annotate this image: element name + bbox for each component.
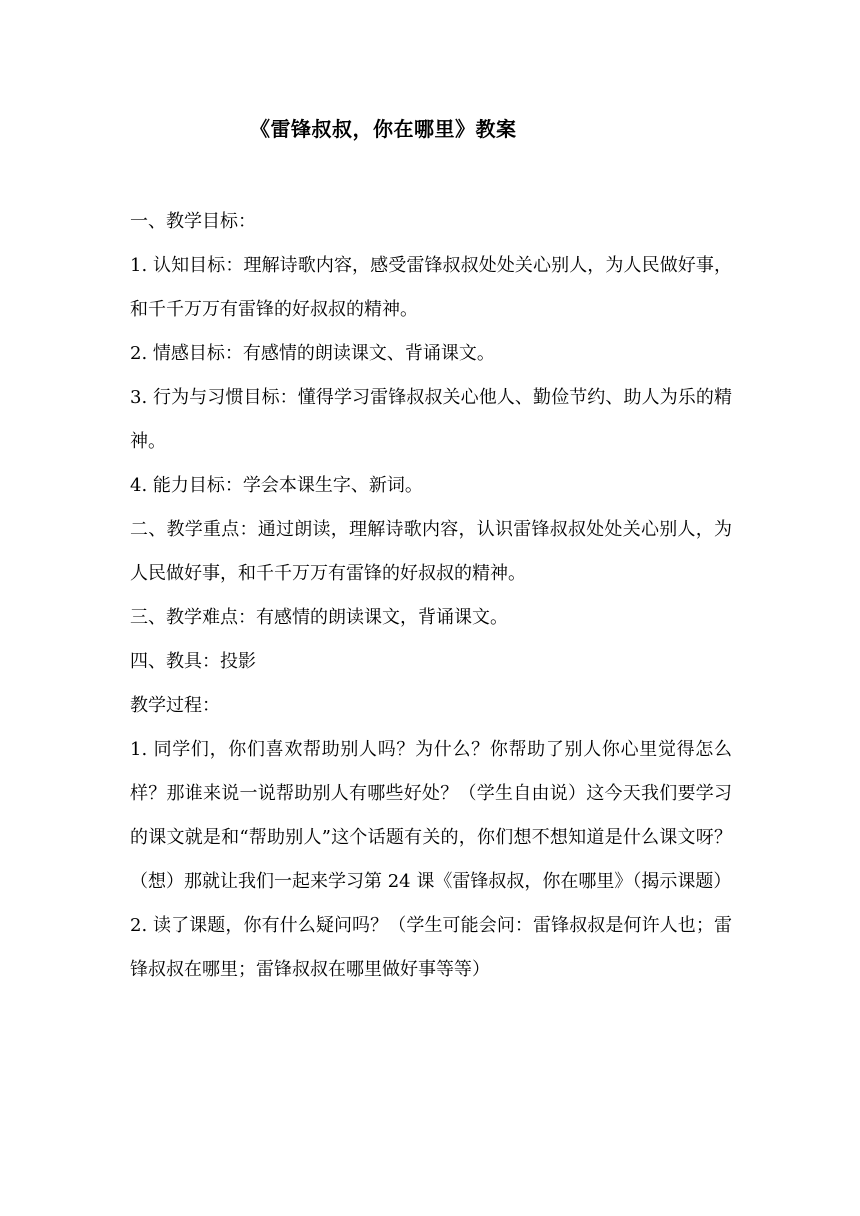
paragraph-process-step-1: 1. 同学们，你们喜欢帮助别人吗？为什么？你帮助了别人你心里觉得怎么样？那谁来说一说帮助别人有哪些好处？（学生自由说）这今天我们要学习的课文就是和“帮助别人”这个话题有关的，你们想不想知道是什么课文呀？（想）那就让我们一起来学习第 24 课《雷锋叔叔，你在哪里》（揭示课题） (130, 739, 732, 892)
paragraph-emotional-goal: 2. 情感目标：有感情的朗读课文、背诵课文。 (130, 343, 495, 364)
section-difficulties: 三、教学难点：有感情的朗读课文，背诵课文。 (130, 607, 508, 628)
paragraph-process-step-2: 2. 读了课题，你有什么疑问吗？（学生可能会问：雷锋叔叔是何许人也；雷锋叔叔在哪里；雷锋叔叔在哪里做好事等等） (130, 915, 732, 980)
paragraph-ability-goal: 4. 能力目标：学会本课生字、新词。 (130, 475, 423, 496)
section-key-points: 二、教学重点：通过朗读，理解诗歌内容，认识雷锋叔叔处处关心别人，为人民做好事，和千千万万有雷锋的好叔叔的精神。 (130, 519, 732, 584)
section-teaching-process: 教学过程： (130, 695, 220, 716)
document-title: 《雷锋叔叔，你在哪里》教案 (250, 117, 517, 141)
document-body (130, 200, 732, 992)
paragraph-behavior-goal: 3. 行为与习惯目标：懂得学习雷锋叔叔关心他人、勤俭节约、助人为乐的精神。 (130, 387, 732, 452)
paragraph-cognitive-goal: 1. 认知目标：理解诗歌内容，感受雷锋叔叔处处关心别人，为人民做好事，和千千万万有雷锋的好叔叔的精神。 (130, 255, 732, 320)
section-teaching-aids: 四、教具：投影 (130, 651, 256, 672)
section-heading-objectives: 一、教学目标： (130, 211, 256, 232)
